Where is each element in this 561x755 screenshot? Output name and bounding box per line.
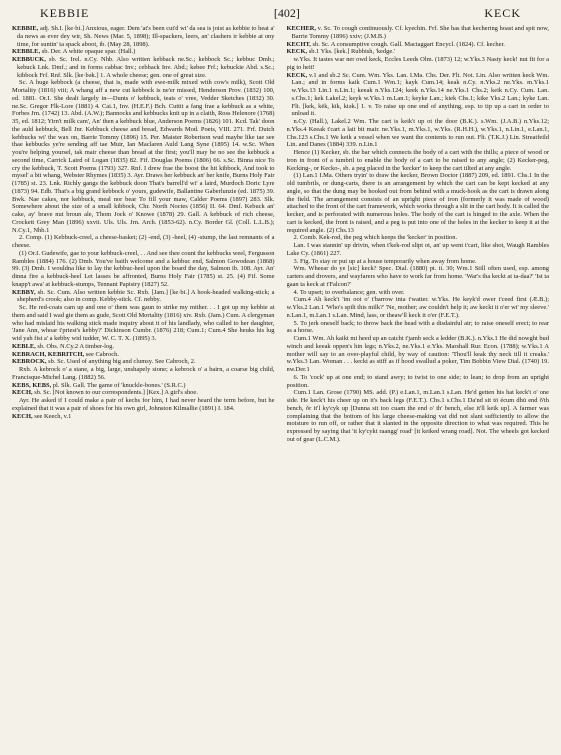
entry-paragraph: 2. Comb. Kek-rod, the peg which keeps the 'kecker' in position. <box>293 234 458 242</box>
entry-paragraph: Cum.1 Wm. Ah kaikt mi heed up an catcht t'jamb seck a ledder (B.K.). n.Yks.1 He did nowght bud winch and keeak oppen's hin legs; n.Yks.2, ne.Yks.1 e.Yks. Marshall Rur. Econ. (1788); w.Yks.1 A mother will say to an over-playful child, by way of caution: 'Thou'll keak thy neck till it creaks.' w.Yks.3 Lan. Woman . . . keckt as stiff as if hood swallud a poker, Tim Bobbin View Dial. (1740) 19. nw.Der.1 <box>286 335 549 373</box>
dictionary-entry <box>12 413 275 421</box>
entry-headword: KECH, <box>12 412 33 420</box>
entry-headword: KECH, <box>12 389 33 397</box>
entry-definition: pl. Slk. Gall. The game of 'knuckle-bones.' (S.R.C.) <box>51 381 186 389</box>
entry-paragraph: Ayr. He asked if I could make a pair of kechs for him, I had never heard the term before, but he explained that it was a pair of shoes for his own girl, Johnston Kilmallie (1891) I. 184. <box>12 397 275 412</box>
entry-paragraph: 5. To jerk oneself back; to throw back the head with a disdainful air; to raise oneself erect; to rear as a horse. <box>286 319 549 335</box>
entry-definition: adj. Sh.I. [ke·bi.] Anxious, eager. Dem 'at's been cut'd wi' da sea is joist as kebbie to heat a' da news as ever dey wir, Sh. News (Mar. 5, 1898); Ill-spackers, leers, an' clashers ir kebbie at ony time, for suntin' ta spack aboot, ib. (May 28, 1898). <box>17 25 275 48</box>
entry-paragraph: 3. Fig. To stay or put up at a house temporarily when away from home. <box>293 257 477 265</box>
dictionary-entry <box>12 56 275 79</box>
entry-definition: see Cabroch. <box>84 350 119 358</box>
entry-headword: KEBBIE, <box>12 25 39 32</box>
entry-headword: KECHT, <box>286 40 311 48</box>
entry-paragraph: Cum.4 Ah keck't 'im oot o' t'barrow inta t'watter. w.Yks. He keyk'd ower t'ceed first (Æ.B.); w.Yks.2 Lan.1 'Who's spilt this milk?' 'Ne, mother; aw couldn't help it; aw keckt it o'er wi' my sleeve.' n.Lan.1, m.Lan.1 s.Lan. Mind, lass, or theaw'll keck it o'er (F.E.T.). <box>286 296 549 319</box>
entry-definition: see Keech, v.1 <box>32 412 72 420</box>
entry-paragraph: (1) Or.I. Gudewife, gae to your kebbuck-creel, . . And see thee count the kebbucks weel, Fergusson Rambles (1884) 176. (2) Dmb. You've baith welcome and a kebbuc end, Salmon Gowodean (1868) 99. (3) Dmb. I wouldna like to lay the kebbuc-heel upon the board the day, Salmon ib. 108. Ayr. An' dinna fire a kebbuck-heel Let lasses be affronted, Burns Holy Fair (1785) st. 25. (4) Fif. Some knapp't awa' at kebbuck-stumps, Tennant Papistry (1827) 52. <box>12 249 275 288</box>
entry-definition: v.1 and sb.2 Sc. Cum. Wm. Yks. Lan. I.Ma. Chs. Der. Flt. Not. Lin. Also written keck Wm. Lan.; and in forms kaik Cum.1 Wm.1; kayk Cum.14; keak n.Cy. n.Yks.2 ne.Yks. m.Yks.1 w.Yks.13 Lin.1 n.Lin.1; keeak n.Yks.124; keek n.Yks.14 ne.Yks.1 Chs.2; keik n.Cy. Cum. Lan. s.Chs.1; kek Lakel.2; keyk w.Yks.1 m.Lan.1; keyke Lan.; kiek Chs.1; kike Yks.2 Lan.; kyke Lan. Flt. [kek, kēk, kīk, kiək.] 1. v. To raise up one end of anything, esp. to tip up a cart in order to unload it. <box>291 71 549 118</box>
entry-definition: sb. Sc. A consumptive cough. Gall. Mactaggart Encycl. (1824). Cf. kecher. <box>310 40 505 48</box>
entry-paragraph: (1) Lan.1 I.Ma. Others tryin' to draw the kecker, Brown Doctor (1887) 209, ed. 1891. Chs.1 In the old tumbrils, or dung-carts, there is an arrangement by which the cart can be kept kecked at any angle, so that the dung may be hooked out from behind with a muck-hook as the cart is drawn along the field. The arrangement consists of an upright piece of iron (formerly it was made of wood) attached to the front of the cart framework, which works through a slit in the cart body. It is called the kecker, and is perforated with numerous holes. The body of the cart is hinged to the axle. When the cart is kecked, the front is raised, and a peg is put into one of the holes in the kecker to keep it at the required angle. (2) Chs.13 <box>286 172 549 234</box>
entry-paragraph: Sc. He red-coats cam up and one o' them was gaun to strike my mither. . . I got up my kebbie at them and said I wad gie them as gude, Scott Old Mortality (1816) xiv. Rxb. (Jam.) Cum. A clergyman who had mislaid his walking stick made inquiry about it of his landlady, who called to her daughter, 'Jane Ann, whoar t'priest's kebby?' Dickinson Cumbr. (1876) 218; Cum.1; Cum.4 She heuks his lug wid yah fist a' a kebby wid tudder, W. C. T. X. (1895) 3. <box>12 304 275 342</box>
entry-definition: sb. Der. A white opaque spar. (Hall.) <box>40 48 136 56</box>
dictionary-entry <box>287 72 550 119</box>
entry-headword: KEBROCK, <box>12 358 47 366</box>
entry-headword: KEBBUCK, <box>12 56 46 63</box>
page-number: [402] <box>273 6 300 20</box>
right-column <box>287 25 550 444</box>
entry-headword: KEBBY, <box>12 288 36 296</box>
entry-paragraph: Cum.1 Lan. Grose (1790) MS. add. (P.) e.Lan.1, m.Lan.1 s.Lan. He'd getten his hat keck't o' one side. He keck't his cheer up on it's back legs (F.E.T.). Chs.1 s.Chs.1 Da'nd sit tö écum dhū end ŏ'th bench, ŏr it'l ky'cyk up [Dunna sit too cuam the end o' th' bench, else it'll keik up]. A farmer was complaining that the bottom of his large cheese-making vat did not slant sufficiently to allow the moisture to run off, or rather that it slanted in the opposite direction to what was required. This he expressed by saying that 'it ky'cykt raangg' road' [it keiked wrang road]. Not. The wheels got kecked out of gear (L.C.M.). <box>286 389 549 443</box>
entry-definition: sb. Sc. Used of anything big and clumsy. See Cabroch, 2. <box>46 358 196 366</box>
page-header <box>40 6 521 21</box>
entry-headword: KEBRACH, KEBRITCH, <box>12 350 85 358</box>
entry-paragraph: 4. To upset; to overbalance; gen. with over. <box>293 288 405 296</box>
dictionary-entry <box>12 351 275 359</box>
entry-definition: sb. Sc. [Not known to our correspondents.] [Kex.] A girl's shoe. <box>32 389 198 397</box>
entry-headword: KECK, <box>286 48 308 56</box>
dictionary-entry <box>287 41 550 49</box>
header-right-word: KECK <box>484 6 521 20</box>
entry-paragraph: Wm. Wheear do ye [sic] keck? Spec. Dial. (1880) pt. ii. 30; Wm.1 Still often used, esp. among carters and drovers, and wayfarers who have to work far from home. 'War's tha keckt at ta-daa?' 'Ist ta gaan ta keck at t'Falcon?' <box>286 265 549 288</box>
entry-paragraph: 6. To 'cock' up at one end; to stand awry; to twist to one side; to lean; to drop from an upright position. <box>286 373 549 389</box>
entry-definition: sb.1 Yks. [kek.] Rubbish, 'kedge.' <box>307 48 395 56</box>
entry-paragraph: 2. Comp. (1) Kebbuck-creel, a cheese-basket; (2) -end, (3) -heel, (4) -stump, the last remnants of a cheese. <box>12 234 275 249</box>
text-columns <box>12 25 549 444</box>
entry-headword: KEBLE, <box>12 342 36 350</box>
dictionary-entry <box>12 48 275 56</box>
dictionary-entry <box>287 25 550 41</box>
entry-paragraph: Hence (1) Kecker, sb. the bar which connects the body of a cart with the thills; a piece of wood or iron in front of a tumbril to enable the body of a cart to be raised to any angle; (2) Kecker-peg, Kecking-, or Kecko-, sb. a peg placed in the 'kecker' to keep the cart tilted at any angle. <box>286 149 549 172</box>
entry-definition: sb. Sc. Cum. Also written kebbie Sc. Rxb. [Jam.] [ke·bi.] A hook-headed walking-stick; a shepherd's crook; also in comp. Kebby-stick. Cf. nebby. <box>17 288 275 304</box>
dictionary-entry <box>12 382 275 390</box>
entry-definition: v. Sc. To cough continuously. Cf. kyechin. Frf. She has that kechering hoast and spit now, Barrie Tommy (1896) xxiv; (J.M.B.) <box>291 25 549 40</box>
left-column <box>12 25 275 444</box>
dictionary-entry <box>12 289 275 305</box>
dictionary-entry <box>12 25 275 48</box>
dictionary-entry <box>12 343 275 351</box>
entry-definition: sb. Sc. Irel. n.Cy. Nhb. Also written kebback ne.Sc.; kebbock Sc.; kebbuc Dmb.; kebuck Lnk. Dmf.; and in forms cabbac Inv.; cebback Inv. Abd.; kebee Frf.; kebuckie Abd. s.Sc.; kibbock Frf. Rnf. Slk. [ke·bək.] 1. A whole cheese; gen. one of great size. <box>17 56 275 79</box>
entry-headword: KEBBLE, <box>12 48 41 56</box>
entry-paragraph: Lan. I was stannin' up drivin, when t'kek-rod slipt ot, an' up went t'cart, like shot, Waugh Rambles Lake Cy. (1861) 227. <box>286 242 549 257</box>
entry-paragraph: Rxb. A kebrock o' a stane, a big, large, unshapely stone; a kebrock o' a bairn, a coarse big child, Francisque-Michel Lang. (1882) 56. <box>12 366 275 381</box>
entry-headword: KECK, <box>286 71 308 79</box>
dictionary-entry <box>12 389 275 397</box>
entry-definition: sb. Obs. N.Cy.2 A timber-log. <box>35 342 114 350</box>
entry-paragraph: n.Cy. (Hall.), Lakel.2 Wm. The cart is keik't up ot the door (B.K.). s.Wm. (J.A.B.) n.Yks.12; n.Yks.4 Keeak t'cart a lait bit mair. ne.Yks.1, m.Yks.1, w.Yks. (R.H.H.), w.Yks.1, n.Lin.1, e.Lan.1, Chs.123 s.Chs.1 We keik a vessel when we want the contents to run out. Flt. (T.K.J.) Lin. Streatfeild Lin. and Danes (1884) 339. n.Lin.1 <box>286 118 549 149</box>
entry-paragraph: w.Yks. It tastes war ner owd keck, Eccles Leeds Olm. (1873) 12; w.Yks.3 Nasty keck! nut fit for a pig to heit! <box>286 56 549 71</box>
dictionary-entry <box>12 358 275 366</box>
dictionary-entry <box>287 48 550 56</box>
entry-headword: KECHER, <box>286 25 317 32</box>
entry-paragraph: Sc. A huge kebbock (a cheese, that is, made with ewe-milk mixed with cow's milk), Scott Old Mortality (1816) viii; A whang aff a new cut kebbock is ne'er missed, Henderson Prov. (1832) 100, ed. 1881. Or.I. She dealt largely in—Dunts o' kebbuck, teats o' vree, Vedder Sketches (1832) 30. ne.Sc. Gregor Flk-Lore (1881) 4. Cai.1, Inv. (H.E.F.) Bch. Cuttit a fang frae a kebbuck as a white, Forbes Jrn. (1742) 13. Abd. (A.W.); Bannocks and kebbucks knit up in a claith, Ross Helenore (1768) 35, ed. 1812; Yirn't milk cam', An' then a kebbuck blue, Anderson Poems (1826) 101. Kcd. Tak' doon the auld kebbuck, Bell Jnr. Kebbuck cheese and bread, Edwards Mod. Poets, VIII. 271. Frf. Dutch kebbucks wi' the wax on, Barrie Tommy (1896) 15. Per. Maister Robertson wud maybe like tae see thae kebbucks ye're sending aff tae Muir, Ian Maclaren Auld Lang Syne (1895) 14. w.Sc. When you're helping yoursel, tak mair cheese than bread at the first; you'll may be no see the kebbuck a second time, Carrick Laird of Logan (1835) 82. Fif. Douglas Poems (1806) 66. s.Sc. Binna nice To cry the kebbuck, T. Scott Poems (1793) 327. Rnf. I drew frae the boost the hit kibbock, And took to mysel' a bit whang, Webster Rhymes (1835) 3. Ayr. Draws her kebbuck an' her knife, Burns Holy Fair (1785) st. 23. Lnk. Richly gangs the kebbuck doon That's barrell'd wi' a laird, Murdoch Doric Lyre (1873) 94. Edb. That's a big grand kebbock o' yours, gudewife, Ballantine Gaberlunzie (ed. 1875) 39. Bwk. Nae cakes, nor kebbuck, meal nor bear To fill your maw, Calder Poems (1897) 283. Slk. Somewhere about the size of a small kibbock, Chr. North Noctes (1856) II. 64. Dmf. Kebuck an' cake, ay' brave nut broun ale, Thom Jock o' Knowe (1878) 29. Gall. A kebbuck of rich cheese, Crockett Grey Man (1896) xxvii. Uls. Uls. Jrn. Arch. (1853-62). n.Cy. Border Gl. (Coll. L.L.B.); N.Cy.1, Nhb.1 <box>12 79 275 234</box>
entry-headword: KEBS, KEBS, <box>12 381 52 389</box>
header-left-word: KEBBIE <box>40 6 90 20</box>
